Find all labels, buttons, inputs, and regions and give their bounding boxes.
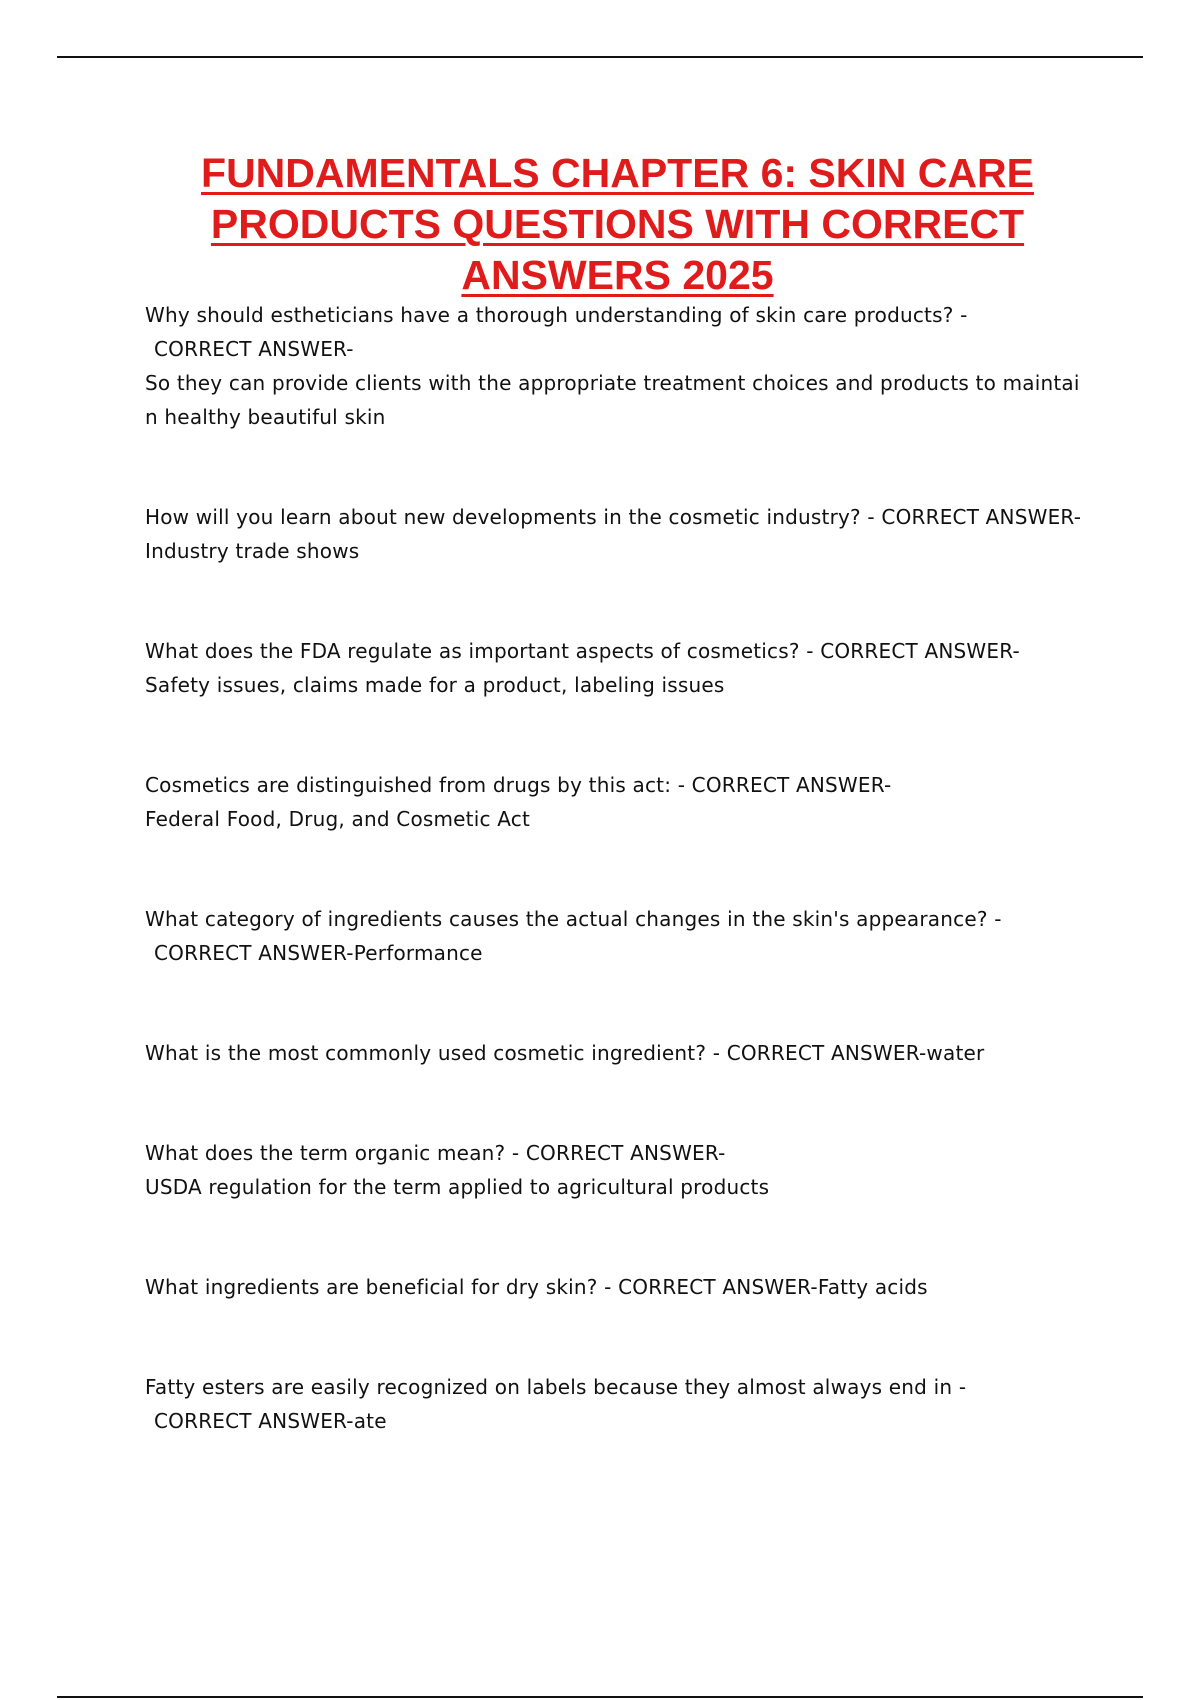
qa-item <box>145 500 1090 568</box>
top-rule <box>57 56 1143 58</box>
qa-line: CORRECT ANSWER-ate <box>154 1409 387 1433</box>
qa-line: How will you learn about new developments in the cosmetic industry? - CORRECT ANSWER- <box>145 505 1082 529</box>
qa-item <box>145 902 1090 970</box>
qa-line: CORRECT ANSWER-Performance <box>154 941 483 965</box>
qa-item <box>145 1270 1090 1304</box>
qa-line: USDA regulation for the term applied to agricultural products <box>145 1175 770 1199</box>
bottom-rule <box>57 1696 1143 1698</box>
qa-item <box>145 298 1090 434</box>
qa-item <box>145 1370 1090 1438</box>
qa-line: CORRECT ANSWER- <box>154 337 354 361</box>
qa-line: What does the term organic mean? - CORRECT ANSWER- <box>145 1141 726 1165</box>
title-line-1: FUNDAMENTALS CHAPTER 6: SKIN CARE <box>201 150 1034 196</box>
title-line-2: PRODUCTS QUESTIONS WITH CORRECT <box>210 201 1025 247</box>
qa-item <box>145 768 1090 836</box>
qa-line: Industry trade shows <box>145 539 360 563</box>
qa-line: Fatty esters are easily recognized on labels because they almost always end in - <box>145 1375 967 1399</box>
qa-line: Why should estheticians have a thorough understanding of skin care products? - <box>145 303 968 327</box>
document-title <box>110 148 1125 301</box>
qa-line: What is the most commonly used cosmetic ingredient? - CORRECT ANSWER-water <box>145 1041 985 1065</box>
qa-list <box>145 298 1090 1504</box>
qa-line: Safety issues, claims made for a product, labeling issues <box>145 673 725 697</box>
qa-line: What category of ingredients causes the actual changes in the skin's appearance? - <box>145 907 1002 931</box>
title-line-3: ANSWERS 2025 <box>461 252 774 298</box>
qa-line: What ingredients are beneficial for dry skin? - CORRECT ANSWER-Fatty acids <box>145 1275 928 1299</box>
qa-line: Cosmetics are distinguished from drugs by this act: - CORRECT ANSWER- <box>145 773 892 797</box>
qa-item <box>145 1036 1090 1070</box>
qa-line: What does the FDA regulate as important aspects of cosmetics? - CORRECT ANSWER- <box>145 639 1020 663</box>
qa-item <box>145 1136 1090 1204</box>
qa-line: n healthy beautiful skin <box>145 405 386 429</box>
qa-item <box>145 634 1090 702</box>
qa-line: Federal Food, Drug, and Cosmetic Act <box>145 807 531 831</box>
qa-line: So they can provide clients with the appropriate treatment choices and products to maintai <box>145 371 1080 395</box>
